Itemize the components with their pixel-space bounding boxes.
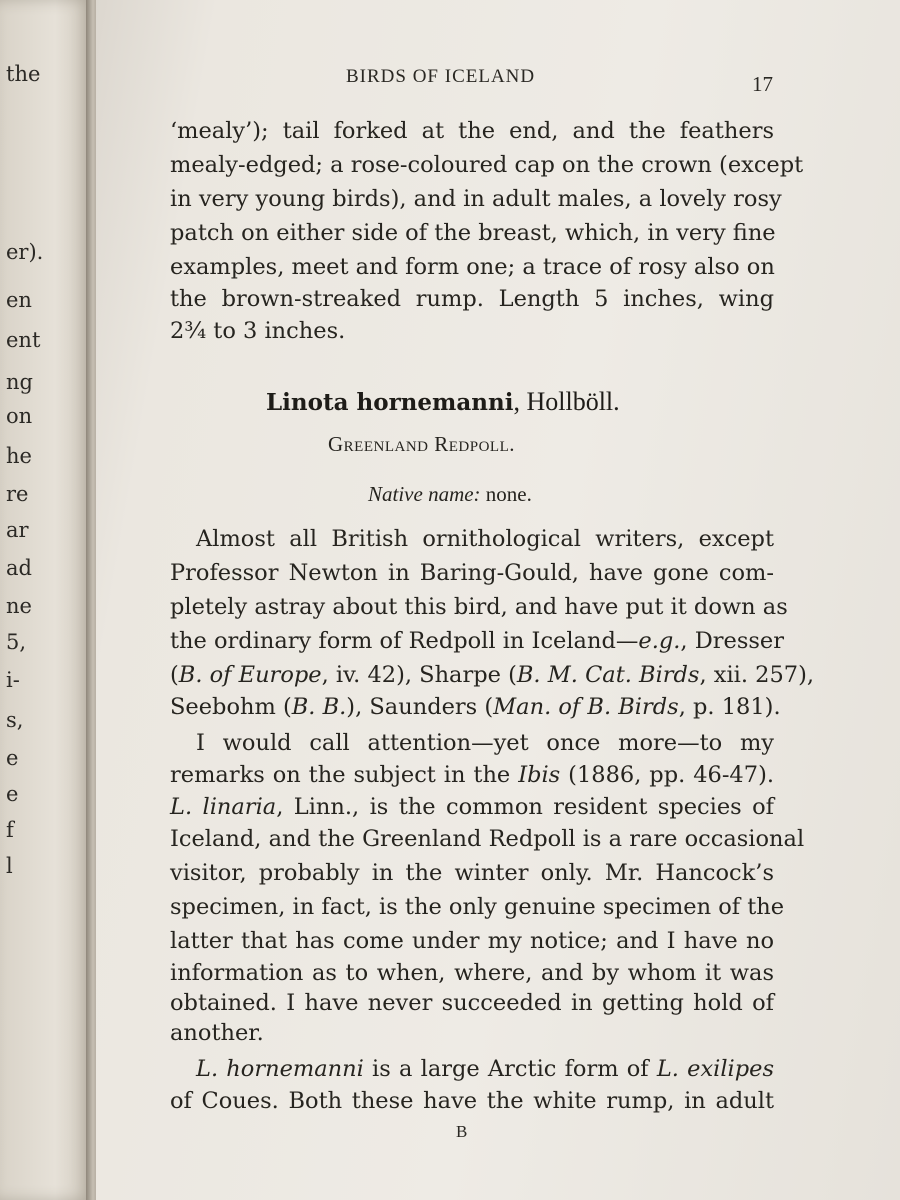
left-fragment: re [6, 482, 29, 506]
text-run: the ordinary form of Redpoll in Iceland— [170, 628, 639, 654]
text-line: Professor Newton in Baring-Gould, have gone com- [170, 560, 774, 586]
text-line [170, 628, 784, 654]
text-line [170, 694, 781, 720]
left-fragment: ent [6, 328, 41, 352]
native-name-value: none. [480, 482, 532, 506]
text-line [170, 794, 774, 820]
native-name-label: Native name: [368, 482, 481, 506]
text-run-italic: B. of Europe [178, 662, 322, 688]
species-heading [266, 387, 620, 417]
left-fragment: er). [6, 240, 44, 264]
text-run-italic: L. exilipes [656, 1056, 775, 1082]
text-line: ‘mealy’); tail forked at the end, and the feathers [170, 118, 774, 144]
text-line: obtained. I have never succeeded in getting hold of [170, 990, 774, 1016]
text-line: Iceland, and the Greenland Redpoll is a rare occasional [170, 826, 805, 852]
text-line [170, 762, 774, 788]
text-line: information as to when, where, and by whom it was [170, 960, 774, 986]
text-line: latter that has come under my notice; and I have no [170, 928, 774, 954]
text-line: specimen, in fact, is the only genuine specimen of the [170, 894, 785, 920]
text-line: mealy-edged; a rose-coloured cap on the crown (except [170, 152, 804, 178]
book-page [96, 0, 900, 1200]
left-fragment: e [6, 782, 19, 806]
text-run: ), Saunders ( [346, 694, 494, 720]
text-line: the brown-streaked rump. Length 5 inches, wing [170, 286, 774, 312]
left-fragment: on [6, 404, 33, 428]
native-name [368, 482, 532, 507]
scientific-name: Linota hornemanni [266, 389, 514, 416]
text-run-italic: L. linaria [170, 794, 277, 820]
text-run: , Linn., is the common resident species of [276, 794, 774, 820]
text-run: (1886, pp. 46-47). [560, 762, 774, 788]
text-line: of Coues. Both these have the white rump, in adult [170, 1088, 774, 1114]
text-line: pletely astray about this bird, and have put it down as [170, 594, 788, 620]
left-fragment: ad [6, 556, 32, 580]
text-line: Almost all British ornithological writers, except [196, 526, 774, 552]
text-line [170, 662, 815, 688]
species-authority: , Hollböll. [513, 387, 620, 416]
text-run: , xii. 257), [699, 662, 815, 688]
left-facing-page [0, 0, 92, 1200]
left-fragment: ar [6, 518, 29, 542]
text-run: Seebohm ( [170, 694, 292, 720]
left-fragment: ng [6, 370, 33, 394]
text-run-italic: e.g. [638, 628, 681, 654]
text-run-italic: Ibis [518, 762, 561, 788]
text-run: , Dresser [680, 628, 784, 654]
left-fragment: e [6, 746, 19, 770]
left-fragment: s, [6, 708, 24, 732]
text-line: I would call attention—yet once more—to my [196, 730, 774, 756]
common-name: Greenland Redpoll. [328, 432, 515, 456]
text-run-italic: B. M. Cat. Birds [516, 662, 700, 688]
text-line: in very young birds), and in adult males, a lovely rosy [170, 186, 782, 212]
text-line: another. [170, 1020, 264, 1046]
left-fragment: the [6, 62, 41, 86]
left-fragment: f [6, 818, 14, 842]
text-run: remarks on the subject in the [170, 762, 519, 788]
left-fragment: ne [6, 594, 32, 618]
text-run: , p. 181). [678, 694, 781, 720]
text-line: examples, meet and form one; a trace of rosy also on [170, 254, 775, 280]
text-run: , iv. 42), Sharpe ( [321, 662, 517, 688]
signature-mark: B [456, 1122, 468, 1141]
text-line: 2¾ to 3 inches. [170, 318, 346, 344]
text-run: is a large Arctic form of [363, 1056, 657, 1082]
running-head: BIRDS OF ICELAND [346, 66, 536, 87]
text-run-italic: L. hornemanni [196, 1056, 364, 1082]
text-run-italic: B. B. [291, 694, 347, 720]
page-number: 17 [752, 72, 773, 96]
left-fragment: en [6, 288, 32, 312]
text-run-italic: Man. of B. Birds [493, 694, 679, 720]
left-fragment: i- [6, 668, 20, 692]
left-fragment: l [6, 854, 13, 878]
left-fragment: 5, [6, 630, 27, 654]
text-line [170, 1056, 774, 1082]
left-fragment: he [6, 444, 32, 468]
text-line: visitor, probably in the winter only. Mr. Hancock’s [170, 860, 774, 886]
text-run: ( [170, 662, 179, 688]
text-line: patch on either side of the breast, which, in very fine [170, 220, 776, 246]
